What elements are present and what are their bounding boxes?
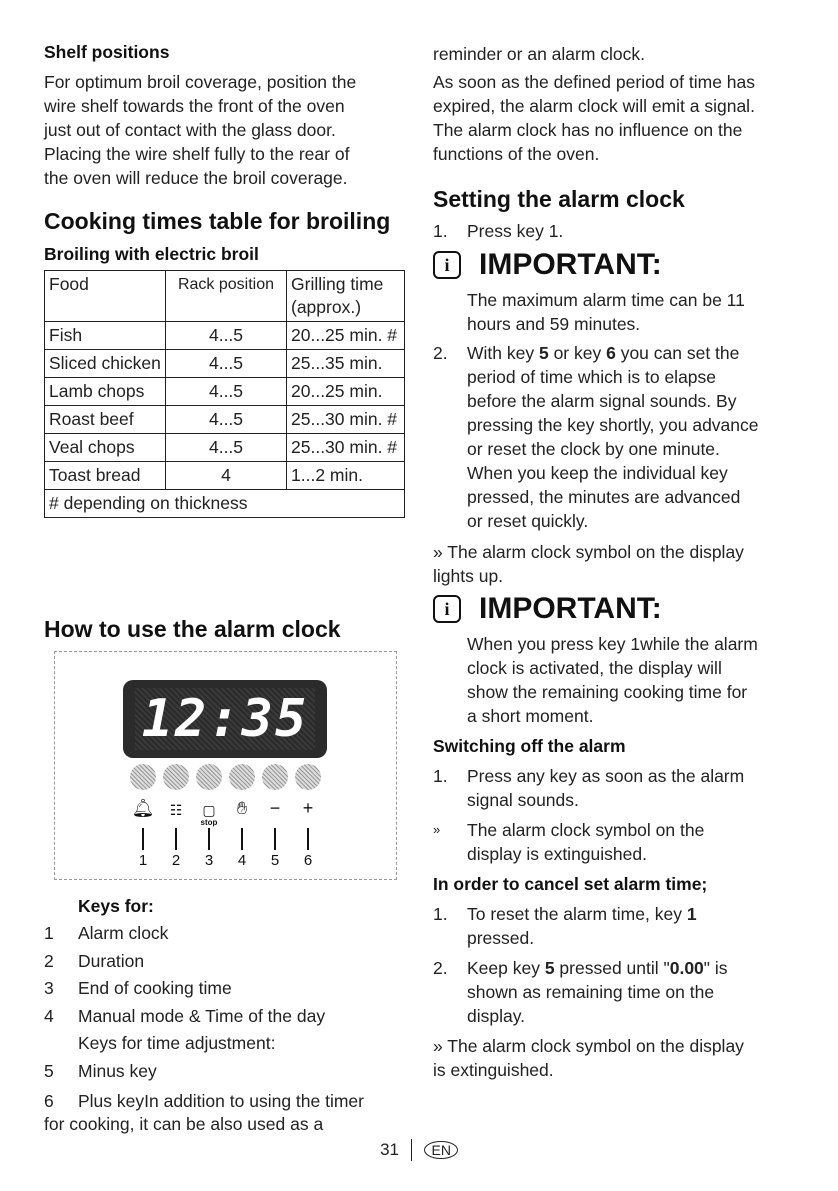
broiling-times-table	[44, 270, 405, 518]
table-cell: 4	[166, 462, 287, 490]
clock-display	[123, 680, 327, 758]
table-row	[45, 350, 405, 378]
control-panel-illustration	[54, 651, 397, 880]
cancel-alarm-heading: In order to cancel set alarm time;	[433, 874, 708, 894]
info-icon: i	[433, 595, 461, 623]
table-cell: 4...5	[166, 406, 287, 434]
table-header: Grilling time (approx.)	[287, 271, 405, 322]
table-row	[45, 406, 405, 434]
key-number: 3	[204, 852, 214, 869]
key-line	[142, 828, 144, 850]
key-number: 5	[270, 852, 280, 869]
table-cell: 4...5	[166, 350, 287, 378]
key-button-1	[130, 764, 156, 790]
result-text: » The alarm clock symbol on the display lights up.	[433, 542, 744, 586]
result-text: » The alarm clock symbol on the display is extinguished.	[433, 1036, 744, 1080]
key-button-6	[295, 764, 321, 790]
table-footnote-row	[45, 490, 405, 518]
important-note-text: The maximum alarm time can be 11 hours and 59 minutes.	[467, 290, 745, 334]
language-badge: EN	[424, 1141, 457, 1159]
table-cell: 25...30 min. #	[287, 406, 405, 434]
key-button-3	[196, 764, 222, 790]
table-cell: 20...25 min.	[287, 378, 405, 406]
switching-off-heading: Switching off the alarm	[433, 736, 626, 756]
key-line	[175, 828, 177, 850]
key-number: 1	[138, 852, 148, 869]
table-row	[45, 378, 405, 406]
footer-divider	[411, 1139, 413, 1161]
page-footer	[0, 1139, 838, 1161]
alarm-clock-heading: How to use the alarm clock	[44, 616, 341, 642]
table-cell: 1...2 min.	[287, 462, 405, 490]
pot-stop-icon: ▢	[202, 802, 216, 818]
table-cell: 25...35 min.	[287, 350, 405, 378]
keys-for-heading: Keys for:	[78, 896, 154, 916]
table-cell: Sliced chicken	[45, 350, 166, 378]
important-heading: i IMPORTANT:	[433, 248, 662, 282]
key-button-2	[163, 764, 189, 790]
key-number: 2	[171, 852, 181, 869]
key-line	[208, 828, 210, 850]
table-cell: 4...5	[166, 434, 287, 462]
pot-duration-icon: ☷	[169, 802, 183, 818]
table-cell: Roast beef	[45, 406, 166, 434]
page-number: 31	[380, 1140, 399, 1159]
keys-tail-text: for cooking, it can be also used as a	[44, 1114, 324, 1134]
key-line	[241, 828, 243, 850]
display-time: 12:35	[141, 689, 309, 749]
key-number: 6	[303, 852, 313, 869]
table-cell: 4...5	[166, 322, 287, 350]
hand-icon: ✋︎	[236, 798, 248, 818]
key-line	[307, 828, 309, 850]
plus-icon: +	[302, 798, 314, 818]
table-cell: Fish	[45, 322, 166, 350]
table-cell: Lamb chops	[45, 378, 166, 406]
info-icon: i	[433, 251, 461, 279]
stop-label: stop	[200, 818, 218, 827]
table-cell: 4...5	[166, 378, 287, 406]
key-number: 4	[237, 852, 247, 869]
important-note-text: When you press key 1while the alarm clock is activated, the display will show the remaining cooking time for a short moment.	[467, 634, 758, 726]
table-row	[45, 462, 405, 490]
alarm-intro-text: reminder or an alarm clock. As soon as the defined period of time has expired, the alarm clock will emit a signal. The alarm clock has no influence on the functions of the oven.	[433, 44, 756, 164]
table-cell: 20...25 min. #	[287, 322, 405, 350]
table-header: Rack position	[166, 271, 287, 322]
table-header: Food	[45, 271, 166, 322]
shelf-positions-text: For optimum broil coverage, position the wire shelf towards the front of the oven just out of contact with the glass door. Placing the wire shelf fully to the rear of the oven will reduce the broil coverage.	[44, 72, 357, 188]
cooking-times-heading: Cooking times table for broiling	[44, 208, 391, 234]
table-cell: Veal chops	[45, 434, 166, 462]
minus-icon: −	[269, 798, 281, 818]
important-heading: i IMPORTANT:	[433, 592, 662, 626]
table-row	[45, 322, 405, 350]
table-footnote: # depending on thickness	[45, 490, 405, 518]
table-cell: 25...30 min. #	[287, 434, 405, 462]
key-button-5	[262, 764, 288, 790]
bell-icon: 🔔︎	[131, 798, 155, 818]
table-cell: Toast bread	[45, 462, 166, 490]
setting-alarm-heading: Setting the alarm clock	[433, 186, 685, 212]
broiling-subheading: Broiling with electric broil	[44, 244, 259, 264]
key-line	[274, 828, 276, 850]
shelf-positions-heading: Shelf positions	[44, 42, 170, 62]
table-header-row	[45, 271, 405, 322]
key-button-4	[229, 764, 255, 790]
table-row	[45, 434, 405, 462]
